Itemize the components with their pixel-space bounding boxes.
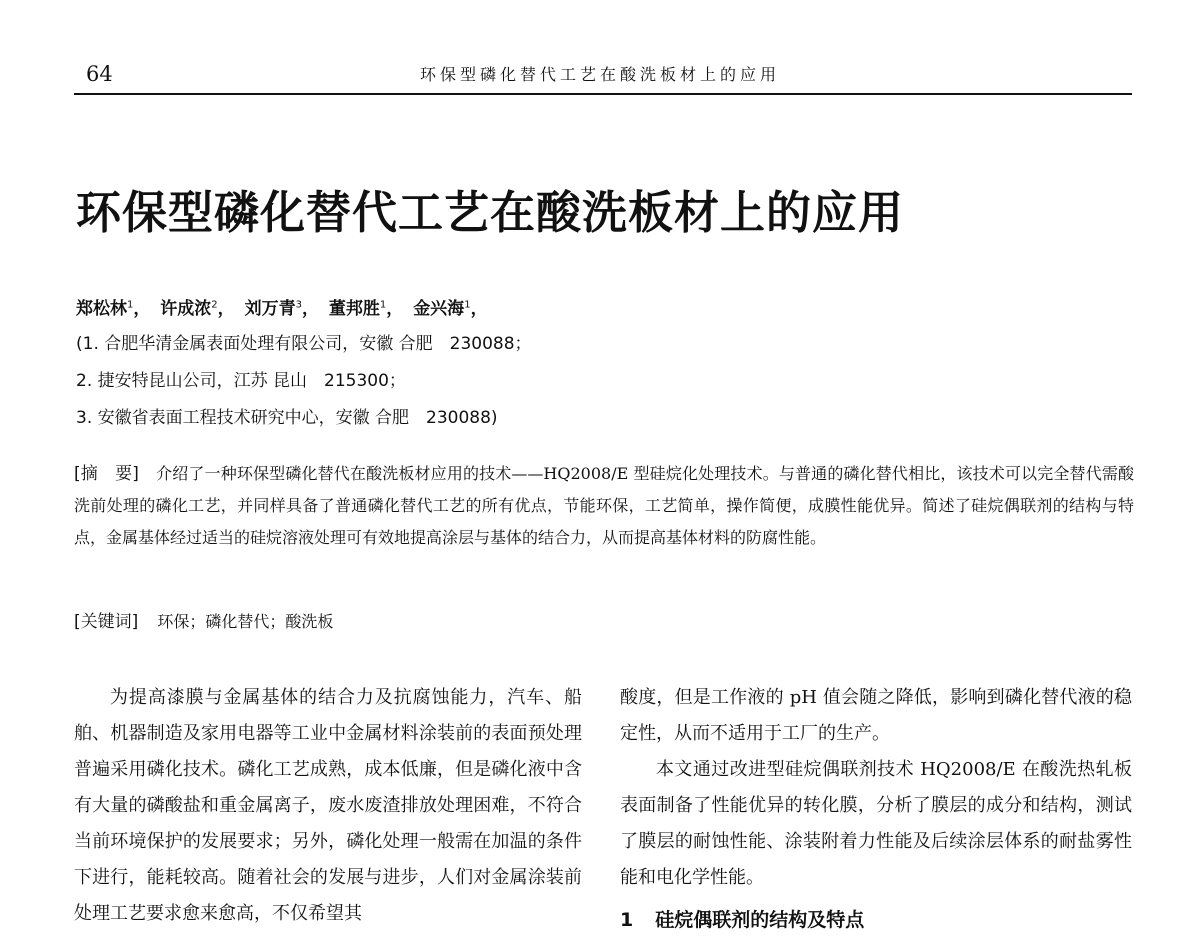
article-title: 环保型磷化替代工艺在酸洗板材上的应用 (76, 186, 905, 239)
body-paragraph: 为提高漆膜与金属基体的结合力及抗腐蚀能力，汽车、船舶、机器制造及家用电器等工业中金属材料涂装前的表面预处理普遍采用磷化技术。磷化工艺成熟，成本低廉，但是磷化液中含有大量的磷酸盐和重金属离子，废水废渣排放处理困难，不符合当前环境保护的发展要求；另外，磷化处理一般需在加温的条件下进行，能耗较高。随着社会的发展与进步，人们对金属涂装前处理工艺要求愈来愈高，不仅希望其 (74, 687, 582, 924)
body-paragraph: 酸度，但是工作液的 pH 值会随之降低，影响到磷化替代液的稳定性，从而不适用于工厂的生产。 (620, 687, 1132, 744)
affiliation-3: 3. 安徽省表面工程技术研究中心，安徽 合肥 230088) (76, 408, 498, 428)
body-column-right (620, 680, 1132, 938)
keywords-text: 环保；磷化替代；酸洗板 (157, 612, 334, 631)
author-list (76, 294, 492, 319)
keywords (74, 607, 333, 632)
abstract (74, 458, 1134, 554)
running-head: 环保型磷化替代工艺在酸洗板材上的应用 (419, 65, 780, 84)
author: 董邦胜$^1$， (328, 299, 404, 319)
header-rule (74, 93, 1132, 95)
author: 郑松林$^1$， (76, 299, 151, 319)
body-paragraph: 本文通过改进型硅烷偶联剂技术 HQ2008/E 在酸洗热轧板表面制备了性能优异的转化膜，分析了膜层的成分和结构，测试了膜层的耐蚀性能、涂装附着力性能及后续涂层体系的耐盐雾性能和电化学性能。 (620, 759, 1132, 888)
page-number: 64 (86, 62, 113, 86)
author: 许成浓$^2$， (160, 299, 235, 319)
section-heading (620, 902, 1132, 938)
affiliation-2: 2. 捷安特昆山公司，江苏 昆山 215300； (76, 371, 406, 391)
abstract-label: [摘 要] (74, 464, 139, 484)
author: 金兴海$^1$， (413, 299, 488, 319)
section-number: 1 (620, 909, 634, 931)
keywords-label: [关键词] (74, 612, 139, 632)
section-title: 硅烷偶联剂的结构及特点 (655, 909, 865, 931)
author: 刘万青$^3$， (244, 299, 319, 319)
abstract-text: 介绍了一种环保型磷化替代在酸洗板材应用的技术——HQ2008/E 型硅烷化处理技术。与普通的磷化替代相比，该技术可以完全替代需酸洗前处理的磷化工艺，并同样具备了普通磷化替代工艺的所有优点，节能环保，工艺简单，操作简便，成膜性能优异。简述了硅烷偶联剂的结构与特点，金属基体经过适当的硅烷溶液处理可有效地提高涂层与基体的结合力，从而提高基体材料的防腐性能。 (74, 464, 1135, 547)
body-column-left (74, 680, 582, 932)
affiliation-1: (1. 合肥华清金属表面处理有限公司，安徽 合肥 230088； (76, 334, 532, 354)
